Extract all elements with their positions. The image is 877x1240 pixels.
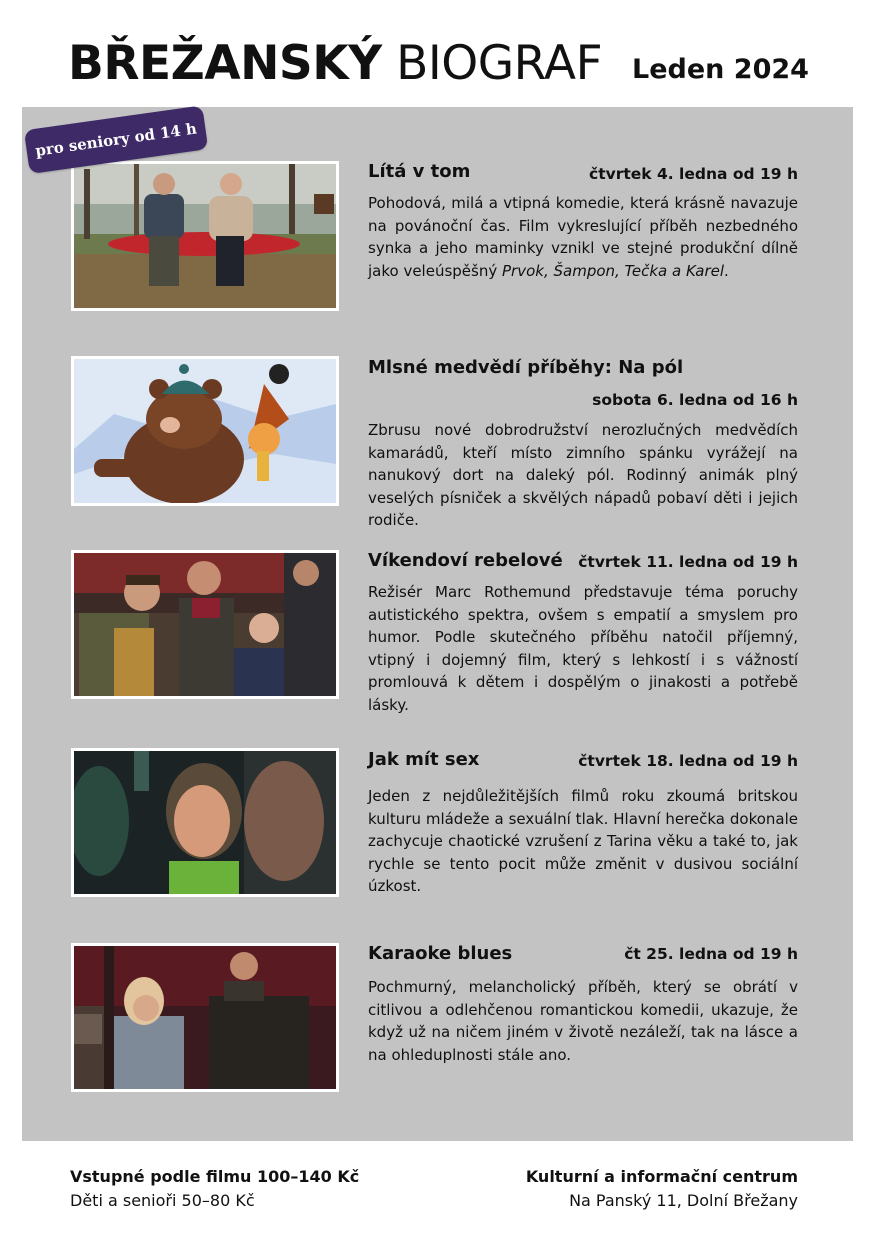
film-title-5: Karaoke blues (368, 943, 513, 964)
discount-label: Děti a senioři 50–80 Kč (70, 1191, 255, 1210)
film-date-5: čt 25. ledna od 19 h (624, 945, 798, 963)
film-description-1 (368, 192, 798, 282)
film-date-1: čtvrtek 4. ledna od 19 h (589, 165, 798, 183)
footer-prices (70, 1165, 359, 1213)
film-description-4: Jeden z nejdůležitějších filmů roku zkoumá britskou kulturu mládeže a sexuální tlak. Hlavní herečka dokonale zachycuje chaotické vzrušení z Tarina věku a také to, jak rychle se tento pocit může změnit v dusivou sociální úzkost. (368, 787, 798, 896)
film-poster-4 (71, 748, 339, 897)
film-poster-2 (71, 356, 339, 506)
film-date-2: sobota 6. ledna od 16 h (592, 391, 798, 409)
film-title-3: Víkendoví rebelové (368, 550, 563, 571)
film-poster-3 (71, 550, 339, 699)
brand-light: BIOGRAF (381, 36, 603, 91)
month-heading: Leden 2024 (632, 54, 809, 85)
seniors-badge: pro seniory od 14 h (24, 105, 208, 174)
film-title-1: Lítá v tom (368, 161, 471, 182)
venue-name: Kulturní a informační centrum (525, 1167, 798, 1186)
footer-venue (526, 1165, 798, 1213)
film-description-3: Režisér Marc Rothemund představuje téma poruchy autistického spektra, ovšem s empatií a smyslem pro humor. Podle skutečného příběhu natočil příjemný, vtipný i dojemný film, který s lehkostí i s vážností promlouvá k dětem i dospělým o jinakosti a potřebě lásky. (368, 583, 798, 714)
film-description-1-text: Pohodová, milá a vtipná komedie, která krásně navazuje na povánoční čas. Film vykreslující příběh nezbedného synka a jeho maminky vznikl ve stejné produkční dílně jako veleúspěšný (368, 194, 798, 280)
film-date-4: čtvrtek 18. ledna od 19 h (578, 752, 798, 770)
page-title (68, 36, 602, 92)
film-title-2: Mlsné medvědí příběhy: Na pól (368, 357, 684, 378)
film-description-5: Pochmurný, melancholický příběh, který se obrátí v citlivou a odlehčenou romantickou komedii, ukazuje, že když už na ničem jiném v životě nezáleží, tak na lásce a na ohleduplnosti stále ano. (368, 978, 798, 1064)
film-description-1-italic: Prvok, Šampon, Tečka a Karel (502, 261, 725, 280)
film-poster-1 (71, 161, 339, 311)
price-label: Vstupné podle filmu 100–140 Kč (70, 1167, 360, 1186)
venue-address: Na Panský 11, Dolní Břežany (569, 1191, 798, 1210)
brand-bold: BŘEŽANSKÝ (68, 36, 382, 91)
film-description-1-end: . (724, 261, 729, 280)
film-title-4: Jak mít sex (368, 749, 480, 770)
film-poster-5 (71, 943, 339, 1092)
film-date-3: čtvrtek 11. ledna od 19 h (578, 553, 798, 571)
film-description-2: Zbrusu nové dobrodružství nerozlučných medvědích kamarádů, kteří místo zimního spánku vyrážejí na nanukový dort na daleký pól. Rodinný animák plný veselých písniček a skvělých nápadů pobaví děti i jejich rodiče. (368, 421, 798, 530)
